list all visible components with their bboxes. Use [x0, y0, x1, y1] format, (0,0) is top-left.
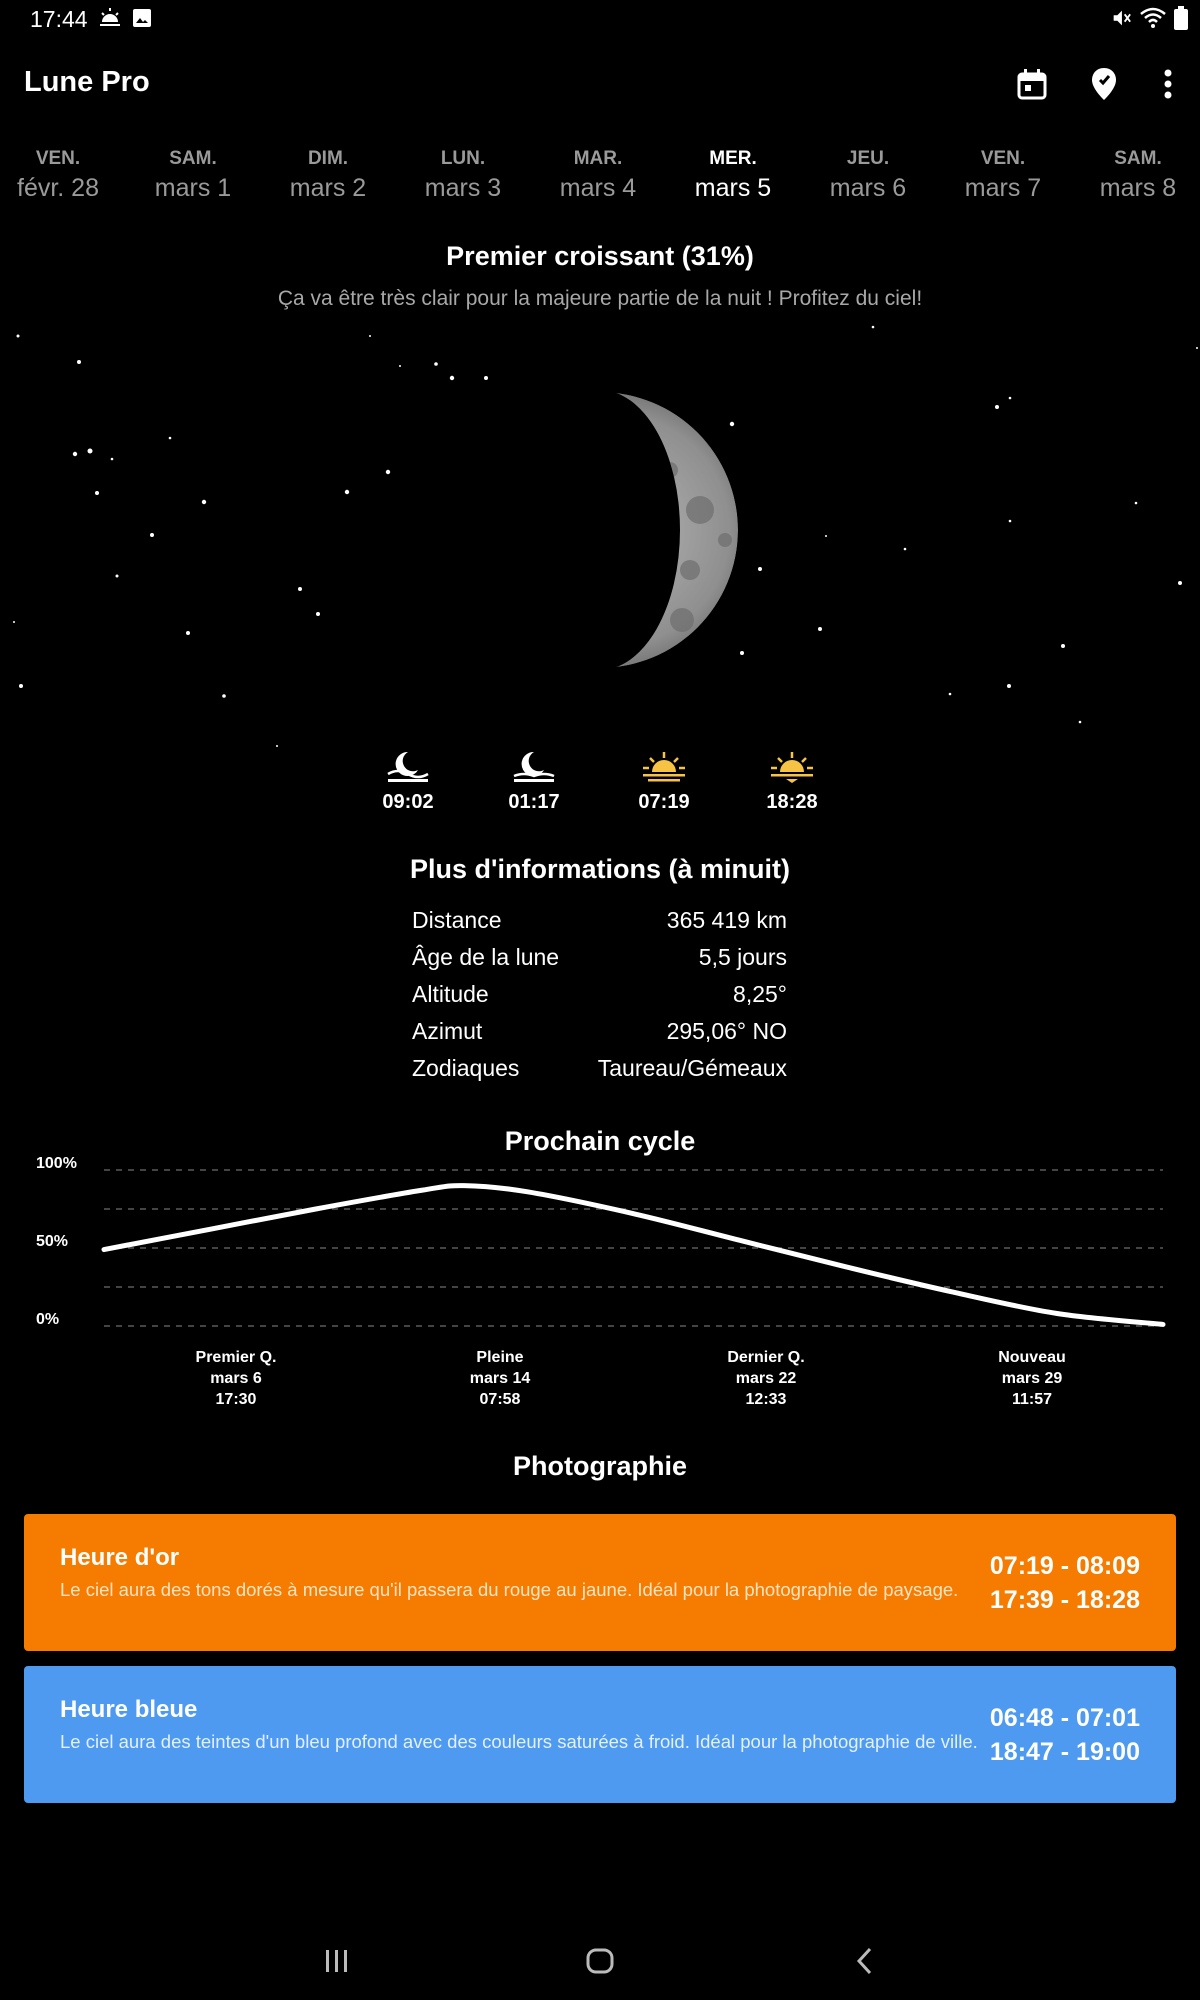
- home-button[interactable]: [585, 1946, 615, 1981]
- day-dow: SAM.: [169, 148, 217, 169]
- image-icon: [130, 6, 154, 30]
- blue-hour-description: Le ciel aura des teintes d'un bleu profond avec des couleurs saturées à froid. Idéal pour la photographie de ville.: [60, 1731, 978, 1752]
- moonrise-time: 09:02: [382, 791, 434, 813]
- app-title: Lune Pro: [24, 66, 150, 98]
- day-dow: VEN.: [980, 148, 1026, 169]
- day-strip: [0, 148, 1200, 210]
- cycle-phase-time: 11:57: [1011, 1391, 1053, 1408]
- illumination-line: [104, 1186, 1163, 1325]
- weather-icon: [98, 6, 122, 30]
- moonset-icon: [510, 748, 558, 784]
- day-date: mars 5: [694, 174, 772, 202]
- golden-hour-card[interactable]: [24, 1514, 1176, 1651]
- day-tab-selected[interactable]: [668, 148, 798, 203]
- day-tab[interactable]: [533, 148, 663, 203]
- cycle-phase-date: mars 29: [1001, 1370, 1063, 1387]
- day-date: mars 3: [424, 174, 502, 202]
- golden-hour-description: Le ciel aura des tons dorés à mesure qu'il passera du rouge au jaune. Idéal pour la photographie de paysage.: [60, 1579, 959, 1600]
- day-tab[interactable]: [803, 148, 933, 203]
- battery-icon: [1174, 6, 1188, 30]
- day-date: févr. 28: [17, 174, 99, 202]
- cycle-phase-name: Dernier Q.: [727, 1349, 805, 1366]
- day-date: mars 8: [1099, 174, 1177, 202]
- blue-hour-title: Heure bleue: [60, 1696, 198, 1723]
- cycle-phase-last-quarter: [686, 1347, 846, 1410]
- recents-button[interactable]: [322, 1946, 352, 1981]
- day-date: mars 6: [829, 174, 907, 202]
- info-value: 5,5 jours: [698, 944, 787, 970]
- day-tab[interactable]: [398, 148, 528, 203]
- info-value: Taureau/Gémeaux: [597, 1055, 787, 1081]
- moon-sky: [0, 320, 1200, 760]
- cycle-phase-new: [952, 1347, 1112, 1410]
- cycle-phase-date: mars 14: [469, 1370, 531, 1387]
- day-dow: VEN.: [35, 148, 81, 169]
- golden-hour-morning: 07:19 - 08:09: [989, 1552, 1140, 1580]
- cycle-phase-name: Nouveau: [998, 1349, 1066, 1366]
- day-tab[interactable]: [0, 148, 123, 203]
- y-tick-label: 50%: [36, 1233, 69, 1250]
- moon-crescent: [462, 392, 738, 668]
- day-tab[interactable]: [128, 148, 258, 203]
- day-dow: LUN.: [440, 148, 486, 169]
- info-label: Âge de la lune: [412, 944, 560, 970]
- info-label: Distance: [412, 907, 502, 933]
- moonrise-icon: [384, 748, 432, 784]
- info-value: 8,25°: [733, 981, 787, 1007]
- cycle-phase-first-quarter: [156, 1347, 316, 1410]
- golden-hour-evening: 17:39 - 18:28: [989, 1586, 1140, 1614]
- cycle-phase-full: [420, 1347, 580, 1410]
- info-title: Plus d'informations (à minuit): [410, 854, 790, 884]
- day-tab[interactable]: [263, 148, 393, 203]
- day-tab[interactable]: [938, 148, 1068, 203]
- phase-title: Premier croissant (31%): [446, 241, 754, 271]
- day-date: mars 1: [154, 174, 232, 202]
- phase-subtitle: Ça va être très clair pour la majeure partie de la nuit ! Profitez du ciel!: [277, 287, 923, 310]
- wifi-icon: [1140, 7, 1166, 29]
- blue-hour-times: [990, 1701, 1140, 1769]
- day-dow: SAM.: [1114, 148, 1162, 169]
- info-label: Azimut: [412, 1018, 483, 1044]
- mute-icon: [1110, 7, 1132, 29]
- sunset-item: [752, 748, 832, 814]
- cycle-phase-date: mars 22: [735, 1370, 797, 1387]
- info-row-distance: [412, 907, 787, 944]
- sunrise-icon: [640, 748, 688, 784]
- cycle-phase-time: 12:33: [745, 1391, 787, 1408]
- status-icons-left: [98, 6, 154, 30]
- home-icon: [585, 1946, 615, 1976]
- day-dow: MAR.: [573, 148, 623, 169]
- day-dow: MER.: [709, 148, 757, 169]
- day-date: mars 7: [964, 174, 1042, 202]
- status-time: 17:44: [30, 6, 88, 32]
- more-options-button[interactable]: [1148, 64, 1188, 104]
- info-value: 295,06° NO: [666, 1018, 787, 1044]
- cycle-chart: [0, 1150, 1200, 1340]
- day-date: mars 2: [289, 174, 367, 202]
- back-button[interactable]: [850, 1946, 880, 1981]
- blue-hour-morning: 06:48 - 07:01: [989, 1704, 1140, 1732]
- day-dow: DIM.: [307, 148, 349, 169]
- info-row-zodiac: [412, 1055, 787, 1092]
- moonrise-item: [368, 748, 448, 814]
- info-label: Altitude: [412, 981, 489, 1007]
- cycle-phase-time: 07:58: [479, 1391, 521, 1408]
- sunset-icon: [768, 748, 816, 784]
- photography-title: Photographie: [513, 1451, 687, 1481]
- y-tick-label: 0%: [36, 1311, 60, 1328]
- info-value: 365 419 km: [666, 907, 787, 933]
- cycle-phase-time: 17:30: [215, 1391, 257, 1408]
- info-row-age: [412, 944, 787, 981]
- info-row-altitude: [412, 981, 787, 1018]
- location-icon: [1090, 67, 1118, 101]
- status-icons-right: [1110, 6, 1188, 30]
- blue-hour-card[interactable]: [24, 1666, 1176, 1803]
- day-date: mars 4: [559, 174, 637, 202]
- sunrise-item: [624, 748, 704, 814]
- moonset-item: [494, 748, 574, 814]
- sunrise-time: 07:19: [638, 791, 690, 813]
- golden-hour-title: Heure d'or: [60, 1544, 180, 1571]
- cycle-phase-date: mars 6: [210, 1370, 262, 1387]
- blue-hour-evening: 18:47 - 19:00: [989, 1738, 1140, 1766]
- moonset-time: 01:17: [508, 791, 560, 813]
- day-tab[interactable]: [1073, 148, 1200, 203]
- golden-hour-times: [990, 1549, 1140, 1617]
- cycle-title: Prochain cycle: [504, 1126, 696, 1156]
- more-vert-icon: [1163, 69, 1173, 99]
- info-row-azimuth: [412, 1018, 787, 1055]
- cycle-phase-name: Premier Q.: [195, 1349, 277, 1366]
- sunset-time: 18:28: [766, 791, 818, 813]
- calendar-button[interactable]: [1012, 64, 1052, 104]
- back-icon: [850, 1946, 880, 1976]
- location-button[interactable]: [1084, 64, 1124, 104]
- recents-icon: [322, 1946, 352, 1976]
- calendar-icon: [1017, 68, 1047, 100]
- info-label: Zodiaques: [412, 1055, 520, 1081]
- cycle-phase-name: Pleine: [476, 1349, 524, 1366]
- day-dow: JEU.: [846, 148, 890, 169]
- y-tick-label: 100%: [36, 1155, 77, 1172]
